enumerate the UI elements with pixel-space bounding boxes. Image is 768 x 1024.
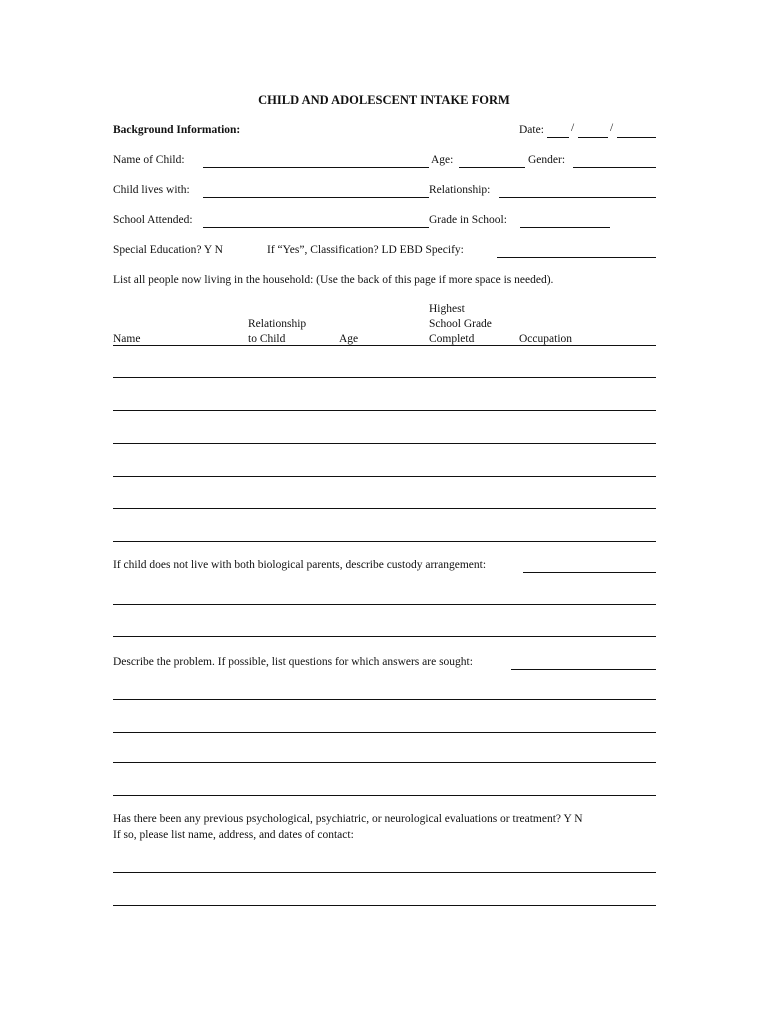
header-relationship-l1: Relationship <box>248 318 307 330</box>
school-field[interactable] <box>203 213 429 228</box>
relationship-field[interactable] <box>499 183 656 198</box>
background-heading: Background Information: <box>113 124 241 136</box>
household-row-line[interactable] <box>113 377 656 378</box>
grade-label: Grade in School: <box>429 214 507 226</box>
relationship-label: Relationship: <box>429 184 491 196</box>
prev-eval-label: Has there been any previous psychological, psychiatric, or neurological evaluations or treatment? Y N <box>113 813 583 825</box>
household-row-line[interactable] <box>113 410 656 411</box>
header-name: Name <box>113 333 141 345</box>
date-month-field[interactable] <box>547 123 569 138</box>
date-label: Date: <box>519 124 544 136</box>
page-title: CHILD AND ADOLESCENT INTAKE FORM <box>258 93 510 107</box>
custody-line[interactable] <box>113 604 656 605</box>
specify-field[interactable] <box>497 243 656 258</box>
household-row-line[interactable] <box>113 476 656 477</box>
date-sep-1: / <box>571 122 575 134</box>
gender-label: Gender: <box>528 154 566 166</box>
name-label: Name of Child: <box>113 154 185 166</box>
lives-with-label: Child lives with: <box>113 184 190 196</box>
prev-eval-line[interactable] <box>113 905 656 906</box>
table-header-rule <box>113 345 656 346</box>
header-school-l1: Highest <box>429 303 465 315</box>
prev-eval-list-label: If so, please list name, address, and dates of contact: <box>113 829 354 841</box>
problem-line[interactable] <box>113 732 656 733</box>
problem-line[interactable] <box>113 699 656 700</box>
grade-field[interactable] <box>520 213 610 228</box>
special-ed-label: Special Education? Y N <box>113 244 223 256</box>
household-instructions: List all people now living in the household: (Use the back of this page if more space is needed). <box>113 274 554 286</box>
age-field[interactable] <box>459 153 525 168</box>
custody-line[interactable] <box>113 636 656 637</box>
household-row-line[interactable] <box>113 541 656 542</box>
problem-field[interactable] <box>511 655 656 670</box>
gender-field[interactable] <box>573 153 656 168</box>
custody-label: If child does not live with both biological parents, describe custody arrangement: <box>113 559 487 571</box>
custody-field[interactable] <box>523 558 656 573</box>
header-school-l2: School Grade <box>429 318 492 330</box>
household-row-line[interactable] <box>113 443 656 444</box>
header-occupation: Occupation <box>519 333 573 345</box>
school-label: School Attended: <box>113 214 193 226</box>
problem-line[interactable] <box>113 795 656 796</box>
age-label: Age: <box>431 154 454 166</box>
header-school-l3: Completd <box>429 333 475 345</box>
header-relationship-l2: to Child <box>248 333 286 345</box>
child-name-field[interactable] <box>203 153 429 168</box>
problem-line[interactable] <box>113 762 656 763</box>
prev-eval-line[interactable] <box>113 872 656 873</box>
household-row-line[interactable] <box>113 508 656 509</box>
header-age: Age <box>339 333 359 345</box>
if-yes-label: If “Yes”, Classification? LD EBD Specify: <box>267 244 464 256</box>
lives-with-field[interactable] <box>203 183 429 198</box>
problem-label: Describe the problem. If possible, list questions for which answers are sought: <box>113 656 473 668</box>
date-year-field[interactable] <box>617 123 656 138</box>
date-day-field[interactable] <box>578 123 608 138</box>
date-sep-2: / <box>610 122 614 134</box>
